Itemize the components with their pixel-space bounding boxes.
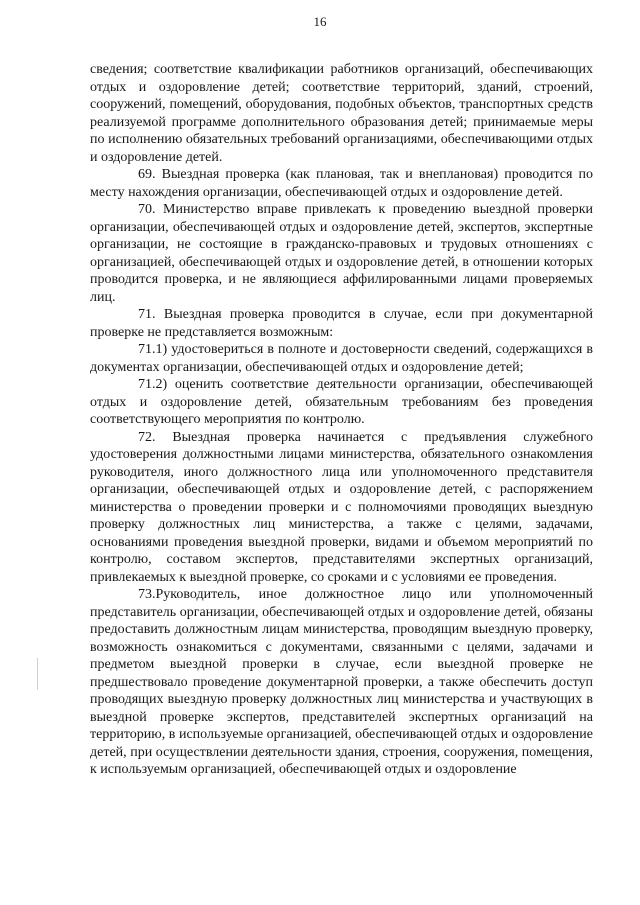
paragraph-73: 73.Руководитель, иное должностное лицо или уполномоченный представитель организации, обеспечивающей отдых и оздоровление детей, обязаны предоставить должностным лицам министерства, проводящим выездную проверку, возможность ознакомиться с документами, связанными с целями, задачами и предметом выездной проверки в случае, если выездной проверке не предшествовало проведение документарной проверки, а также обеспечить доступ проводящих выездную проверку должностных лиц министерства и участвующих в выездной проверке экспертов, представителей экспертных организаций на территорию, в используемые организацией, обеспечивающей отдых и оздоровление детей, при осуществлении деятельности здания, строения, сооружения, помещения, к используемым организацией, обеспечивающей отдых и оздоровление [90,587,593,777]
document-body [90,61,593,779]
paragraph-71-1: 71.1) удостовериться в полноте и достоверности сведений, содержащихся в документах организации, обеспечивающей отдых и оздоровление детей; [90,342,593,375]
paragraph-69: 69. Выездная проверка (как плановая, так и внеплановая) проводится по месту нахождения организации, обеспечивающей отдых и оздоровление детей. [90,167,593,200]
paragraph-71: 71. Выездная проверка проводится в случае, если при документарной проверке не представляется возможным: [90,307,593,340]
paragraph-continuation: сведения; соответствие квалификации работников организаций, обеспечивающих отдых и оздоровление детей; соответствие территорий, зданий, строений, сооружений, помещений, оборудования, подобных объектов, транспортных средств реализуемой программе дополнительного образования детей; принимаемые меры по исполнению обязательных требований организациями, обеспечивающими отдых и оздоровление детей. [90,62,593,165]
paragraph-71-2: 71.2) оценить соответствие деятельности организации, обеспечивающей отдых и оздоровление детей, обязательным требованиям без проведения соответствующего мероприятия по контролю. [90,377,593,427]
paragraph-72: 72. Выездная проверка начинается с предъявления служебного удостоверения должностными лицами министерства, обязательного ознакомления руководителя, иного должностного лица или уполномоченного представителя организации, обеспечивающей отдых и оздоровление детей, с распоряжением министерства о проведении проверки и с полномочиями проводящих выездную проверку должностных лиц министерства, а также с целями, задачами, основаниями проведения выездной проверки, видами и объемом мероприятий по контролю, составом экспертов, представителями экспертных организаций, привлекаемых к выездной проверке, со сроками и с условиями ее проведения. [90,429,593,585]
page-number: 16 [313,14,327,29]
margin-scan-mark [37,658,38,690]
paragraph-70: 70. Министерство вправе привлекать к проведению выездной проверки организации, обеспечивающей отдых и оздоровление детей, экспертов, экспертные организации, не состоящие в гражданско-правовых и трудовых отношениях с организацией, обеспечивающей отдых и оздоровление детей, в отношении которых проводится проверка, и не являющиеся аффилированными лицами проверяемых лиц. [90,202,593,305]
